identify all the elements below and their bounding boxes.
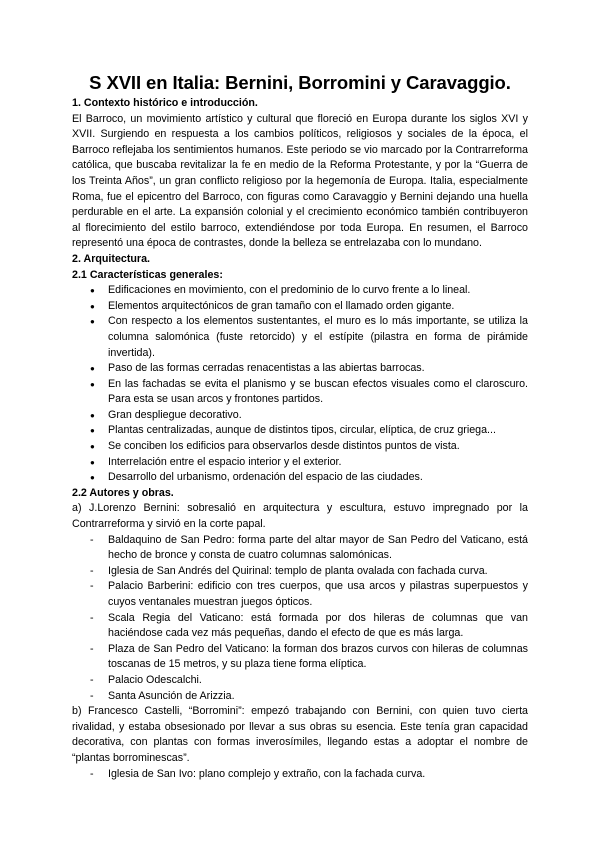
document-page <box>72 72 528 782</box>
borromini-works-list <box>72 767 528 783</box>
borromini-intro: b) Francesco Castelli, “Borromini”: empezó trabajando con Bernini, con quien tuvo cierta rivalidad, y estaba obsesionado por llevar a sus obras su esencia. Este tenía gran capacidad decorativa, con plantas con formas inverosímiles, llegando estas a adoptar el nombre de “plantas borrominescas”. <box>72 705 528 764</box>
section-2-2-heading: 2.2 Autores y obras. <box>72 486 174 499</box>
list-item: - Iglesia de San Ivo: plano complejo y extraño, con la fachada curva. <box>108 767 528 783</box>
list-item: ● Con respecto a los elementos sustentantes, el muro es lo más importante, se utiliza la columna salomónica (fuste retorcido) y el estípite (pilastra en forma de pirámide invertida). <box>108 314 528 361</box>
bernini-works-list <box>72 533 528 705</box>
list-item: ● Paso de las formas cerradas renacentistas a las abiertas barrocas. <box>108 361 528 377</box>
list-item: ● Elementos arquitectónicos de gran tamaño con el llamado orden gigante. <box>108 299 528 315</box>
section-1-body: El Barroco, un movimiento artístico y cultural que floreció en Europa durante los siglos XVI y XVII. Surgiendo en respuesta a los cambios políticos, religiosos y sociales de la época, el Barroco reflejaba los sentimientos humanos. Este periodo se vio marcado por la Contrarreforma católica, que buscaba revitalizar la fe en medio de la Reforma Protestante, y por la “Guerra de los Treinta Años”, un gran conflicto religioso por la hegemonía de Europa. Italia, especialmente Roma, fue el epicentro del Barroco, con figuras como Caravaggio y Bernini dejando una huella perdurable en el arte. La expansión colonial y el crecimiento económico también contribuyeron al florecimiento del estilo barroco, extendiéndose por toda Europa. En resumen, el Barroco representó una época de contrastes, donde la belleza se entrelazaba con lo mundano. <box>72 112 528 250</box>
list-item: - Baldaquino de San Pedro: forma parte del altar mayor de San Pedro del Vaticano, está hecho de bronce y consta de cuatro columnas salomónicas. <box>108 533 528 564</box>
document-title: S XVII en Italia: Bernini, Borromini y Caravaggio. <box>89 72 511 93</box>
list-item: ● Plantas centralizadas, aunque de distintos tipos, circular, elíptica, de cruz griega... <box>108 423 528 439</box>
list-item: - Plaza de San Pedro del Vaticano: la forman dos brazos curvos con hileras de columnas toscanas de 15 metros, y su plaza tiene forma elíptica. <box>108 642 528 673</box>
section-2-1-heading: 2.1 Características generales: <box>72 268 223 281</box>
list-item: - Santa Asunción de Arizzia. <box>108 689 528 705</box>
section-2-heading: 2. Arquitectura. <box>72 252 150 265</box>
list-item: ● Interrelación entre el espacio interior y el exterior. <box>108 455 528 471</box>
list-item: ● En las fachadas se evita el planismo y se buscan efectos visuales como el claroscuro. Para esta se usan arcos y frontones partidos. <box>108 377 528 408</box>
list-item: ● Gran despliegue decorativo. <box>108 408 528 424</box>
section-1-heading: 1. Contexto histórico e introducción. <box>72 97 258 109</box>
list-item: - Iglesia de San Andrés del Quirinal: templo de planta ovalada con fachada curva. <box>108 564 528 580</box>
list-item: - Palacio Barberini: edificio con tres cuerpos, que usa arcos y pilastras superpuestos y cuyos ventanales muestran juegos ópticos. <box>108 579 528 610</box>
bernini-intro: a) J.Lorenzo Bernini: sobresalió en arquitectura y escultura, estuvo impregnado por la Contrarreforma y sirvió en la corte papal. <box>72 502 528 531</box>
characteristics-list <box>72 283 528 486</box>
list-item: - Scala Regia del Vaticano: está formada por dos hileras de columnas que van haciéndose cada vez más pequeñas, dando el efecto de que es más larga. <box>108 611 528 642</box>
list-item: ● Edificaciones en movimiento, con el predominio de lo curvo frente a lo lineal. <box>108 283 528 299</box>
list-item: ● Se conciben los edificios para observarlos desde distintos puntos de vista. <box>108 439 528 455</box>
list-item: ● Desarrollo del urbanismo, ordenación del espacio de las ciudades. <box>108 470 528 486</box>
list-item: - Palacio Odescalchi. <box>108 673 528 689</box>
